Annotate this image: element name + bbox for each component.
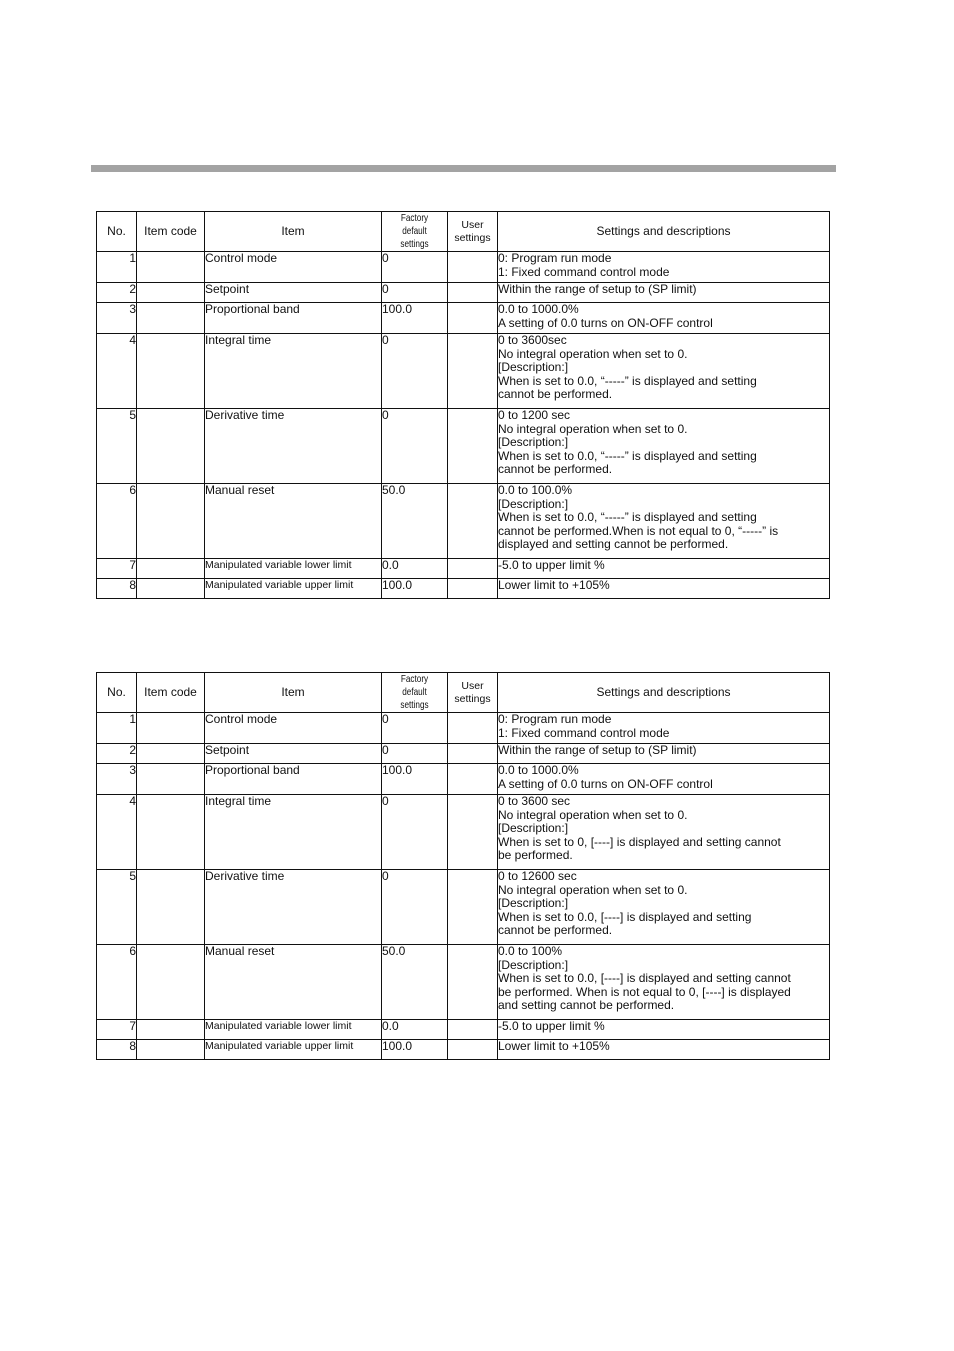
row-user-setting: [448, 1020, 498, 1040]
row-description: 0 to 12600 sec No integral operation when set to 0. [Description:] When is set to 0.0, [----] is displayed and setting cannot be performed.: [498, 870, 830, 945]
table-row: [97, 1020, 830, 1040]
row-user-setting: [448, 559, 498, 579]
row-description: 0 to 3600 sec No integral operation when set to 0. [Description:] When is set to 0, [----] is displayed and setting cannot be performed.: [498, 795, 830, 870]
row-item-code: [137, 559, 205, 579]
row-description: Lower limit to +105%: [498, 1040, 830, 1060]
row-factory-default: 100.0: [382, 303, 448, 334]
row-description: 0.0 to 1000.0% A setting of 0.0 turns on ON-OFF control: [498, 764, 830, 795]
row-no: 1: [97, 713, 137, 744]
row-no: 1: [97, 252, 137, 283]
row-item: Manual reset: [205, 945, 382, 1020]
table-row: [97, 1040, 830, 1060]
row-item-code: [137, 795, 205, 870]
col-header-user-settings: User settings: [448, 212, 498, 252]
row-user-setting: [448, 945, 498, 1020]
table-header-row: [97, 673, 830, 713]
row-item: Manipulated variable lower limit: [205, 1020, 382, 1040]
row-factory-default: 0: [382, 713, 448, 744]
row-no: 7: [97, 559, 137, 579]
row-item-code: [137, 484, 205, 559]
row-user-setting: [448, 713, 498, 744]
row-item: Manipulated variable upper limit: [205, 579, 382, 599]
row-no: 5: [97, 409, 137, 484]
row-description: 0 to 3600sec No integral operation when set to 0. [Description:] When is set to 0.0, “-----” is displayed and setting cannot be performed.: [498, 334, 830, 409]
row-item-code: [137, 945, 205, 1020]
row-item-code: [137, 334, 205, 409]
col-header-settings-descriptions: Settings and descriptions: [498, 212, 830, 252]
row-description: Lower limit to +105%: [498, 579, 830, 599]
row-description: 0 to 1200 sec No integral operation when set to 0. [Description:] When is set to 0.0, “-----” is displayed and setting cannot be performed.: [498, 409, 830, 484]
row-no: 5: [97, 870, 137, 945]
row-item: Manual reset: [205, 484, 382, 559]
row-description: 0: Program run mode 1: Fixed command control mode: [498, 252, 830, 283]
row-no: 3: [97, 764, 137, 795]
row-item-code: [137, 409, 205, 484]
row-user-setting: [448, 764, 498, 795]
row-description: -5.0 to upper limit %: [498, 559, 830, 579]
table-row: [97, 283, 830, 303]
table-row: [97, 744, 830, 764]
table-row: [97, 559, 830, 579]
row-factory-default: 0: [382, 334, 448, 409]
row-user-setting: [448, 252, 498, 283]
row-factory-default: 0: [382, 252, 448, 283]
row-item: Integral time: [205, 795, 382, 870]
row-no: 6: [97, 945, 137, 1020]
row-user-setting: [448, 484, 498, 559]
row-item-code: [137, 579, 205, 599]
table-row: [97, 713, 830, 744]
row-user-setting: [448, 334, 498, 409]
row-description: 0.0 to 100.0% [Description:] When is set to 0.0, “-----” is displayed and setting cannot be performed.When is not equal to 0, “-----” is displayed and setting cannot be performed.: [498, 484, 830, 559]
row-user-setting: [448, 744, 498, 764]
row-no: 7: [97, 1020, 137, 1040]
row-description: Within the range of setup to (SP limit): [498, 744, 830, 764]
table-row: [97, 303, 830, 334]
table-header-row: [97, 212, 830, 252]
row-item: Derivative time: [205, 870, 382, 945]
row-item: Setpoint: [205, 744, 382, 764]
row-factory-default: 0: [382, 409, 448, 484]
row-item-code: [137, 870, 205, 945]
table-row: [97, 334, 830, 409]
row-item-code: [137, 713, 205, 744]
row-description: 0.0 to 1000.0% A setting of 0.0 turns on ON-OFF control: [498, 303, 830, 334]
col-header-item: Item: [205, 673, 382, 713]
row-no: 4: [97, 795, 137, 870]
row-factory-default: 0.0: [382, 1020, 448, 1040]
row-user-setting: [448, 579, 498, 599]
table-row: [97, 795, 830, 870]
row-item: Manipulated variable lower limit: [205, 559, 382, 579]
row-item: Setpoint: [205, 283, 382, 303]
row-factory-default: 0: [382, 795, 448, 870]
row-factory-default: 0: [382, 744, 448, 764]
row-description: -5.0 to upper limit %: [498, 1020, 830, 1040]
row-no: 2: [97, 283, 137, 303]
row-description: Within the range of setup to (SP limit): [498, 283, 830, 303]
row-no: 8: [97, 579, 137, 599]
col-header-no: No.: [97, 673, 137, 713]
col-header-item-code: Item code: [137, 212, 205, 252]
row-no: 6: [97, 484, 137, 559]
table-row: [97, 764, 830, 795]
row-no: 2: [97, 744, 137, 764]
col-header-factory-default: Factory default settings: [382, 212, 448, 252]
row-factory-default: 100.0: [382, 764, 448, 795]
parameter-table-1: [96, 211, 830, 599]
table-row: [97, 579, 830, 599]
row-description: 0: Program run mode 1: Fixed command control mode: [498, 713, 830, 744]
row-user-setting: [448, 283, 498, 303]
row-item-code: [137, 252, 205, 283]
row-no: 3: [97, 303, 137, 334]
col-header-user-settings: User settings: [448, 673, 498, 713]
row-user-setting: [448, 870, 498, 945]
col-header-item-code: Item code: [137, 673, 205, 713]
table-row: [97, 484, 830, 559]
row-item-code: [137, 1040, 205, 1060]
row-item: Derivative time: [205, 409, 382, 484]
row-no: 8: [97, 1040, 137, 1060]
row-item: Control mode: [205, 252, 382, 283]
col-header-settings-descriptions: Settings and descriptions: [498, 673, 830, 713]
row-item: Proportional band: [205, 764, 382, 795]
row-user-setting: [448, 303, 498, 334]
row-description: 0.0 to 100% [Description:] When is set to 0.0, [----] is displayed and setting cannot be performed. When is not equal to 0, [----] is displayed and setting cannot be performed.: [498, 945, 830, 1020]
table-row: [97, 945, 830, 1020]
row-factory-default: 100.0: [382, 1040, 448, 1060]
table-row: [97, 252, 830, 283]
row-item-code: [137, 744, 205, 764]
row-factory-default: 50.0: [382, 484, 448, 559]
table-row: [97, 409, 830, 484]
row-item-code: [137, 1020, 205, 1040]
row-user-setting: [448, 1040, 498, 1060]
row-item-code: [137, 303, 205, 334]
parameter-table-2: [96, 672, 830, 1060]
row-factory-default: 50.0: [382, 945, 448, 1020]
table-row: [97, 870, 830, 945]
col-header-factory-default: Factory default settings: [382, 673, 448, 713]
row-factory-default: 0: [382, 870, 448, 945]
row-item: Integral time: [205, 334, 382, 409]
row-item: Manipulated variable upper limit: [205, 1040, 382, 1060]
row-item: Proportional band: [205, 303, 382, 334]
col-header-item: Item: [205, 212, 382, 252]
row-item-code: [137, 764, 205, 795]
section-divider: [91, 165, 836, 172]
row-factory-default: 100.0: [382, 579, 448, 599]
col-header-no: No.: [97, 212, 137, 252]
row-factory-default: 0.0: [382, 559, 448, 579]
row-user-setting: [448, 795, 498, 870]
row-item-code: [137, 283, 205, 303]
row-no: 4: [97, 334, 137, 409]
row-user-setting: [448, 409, 498, 484]
row-factory-default: 0: [382, 283, 448, 303]
row-item: Control mode: [205, 713, 382, 744]
